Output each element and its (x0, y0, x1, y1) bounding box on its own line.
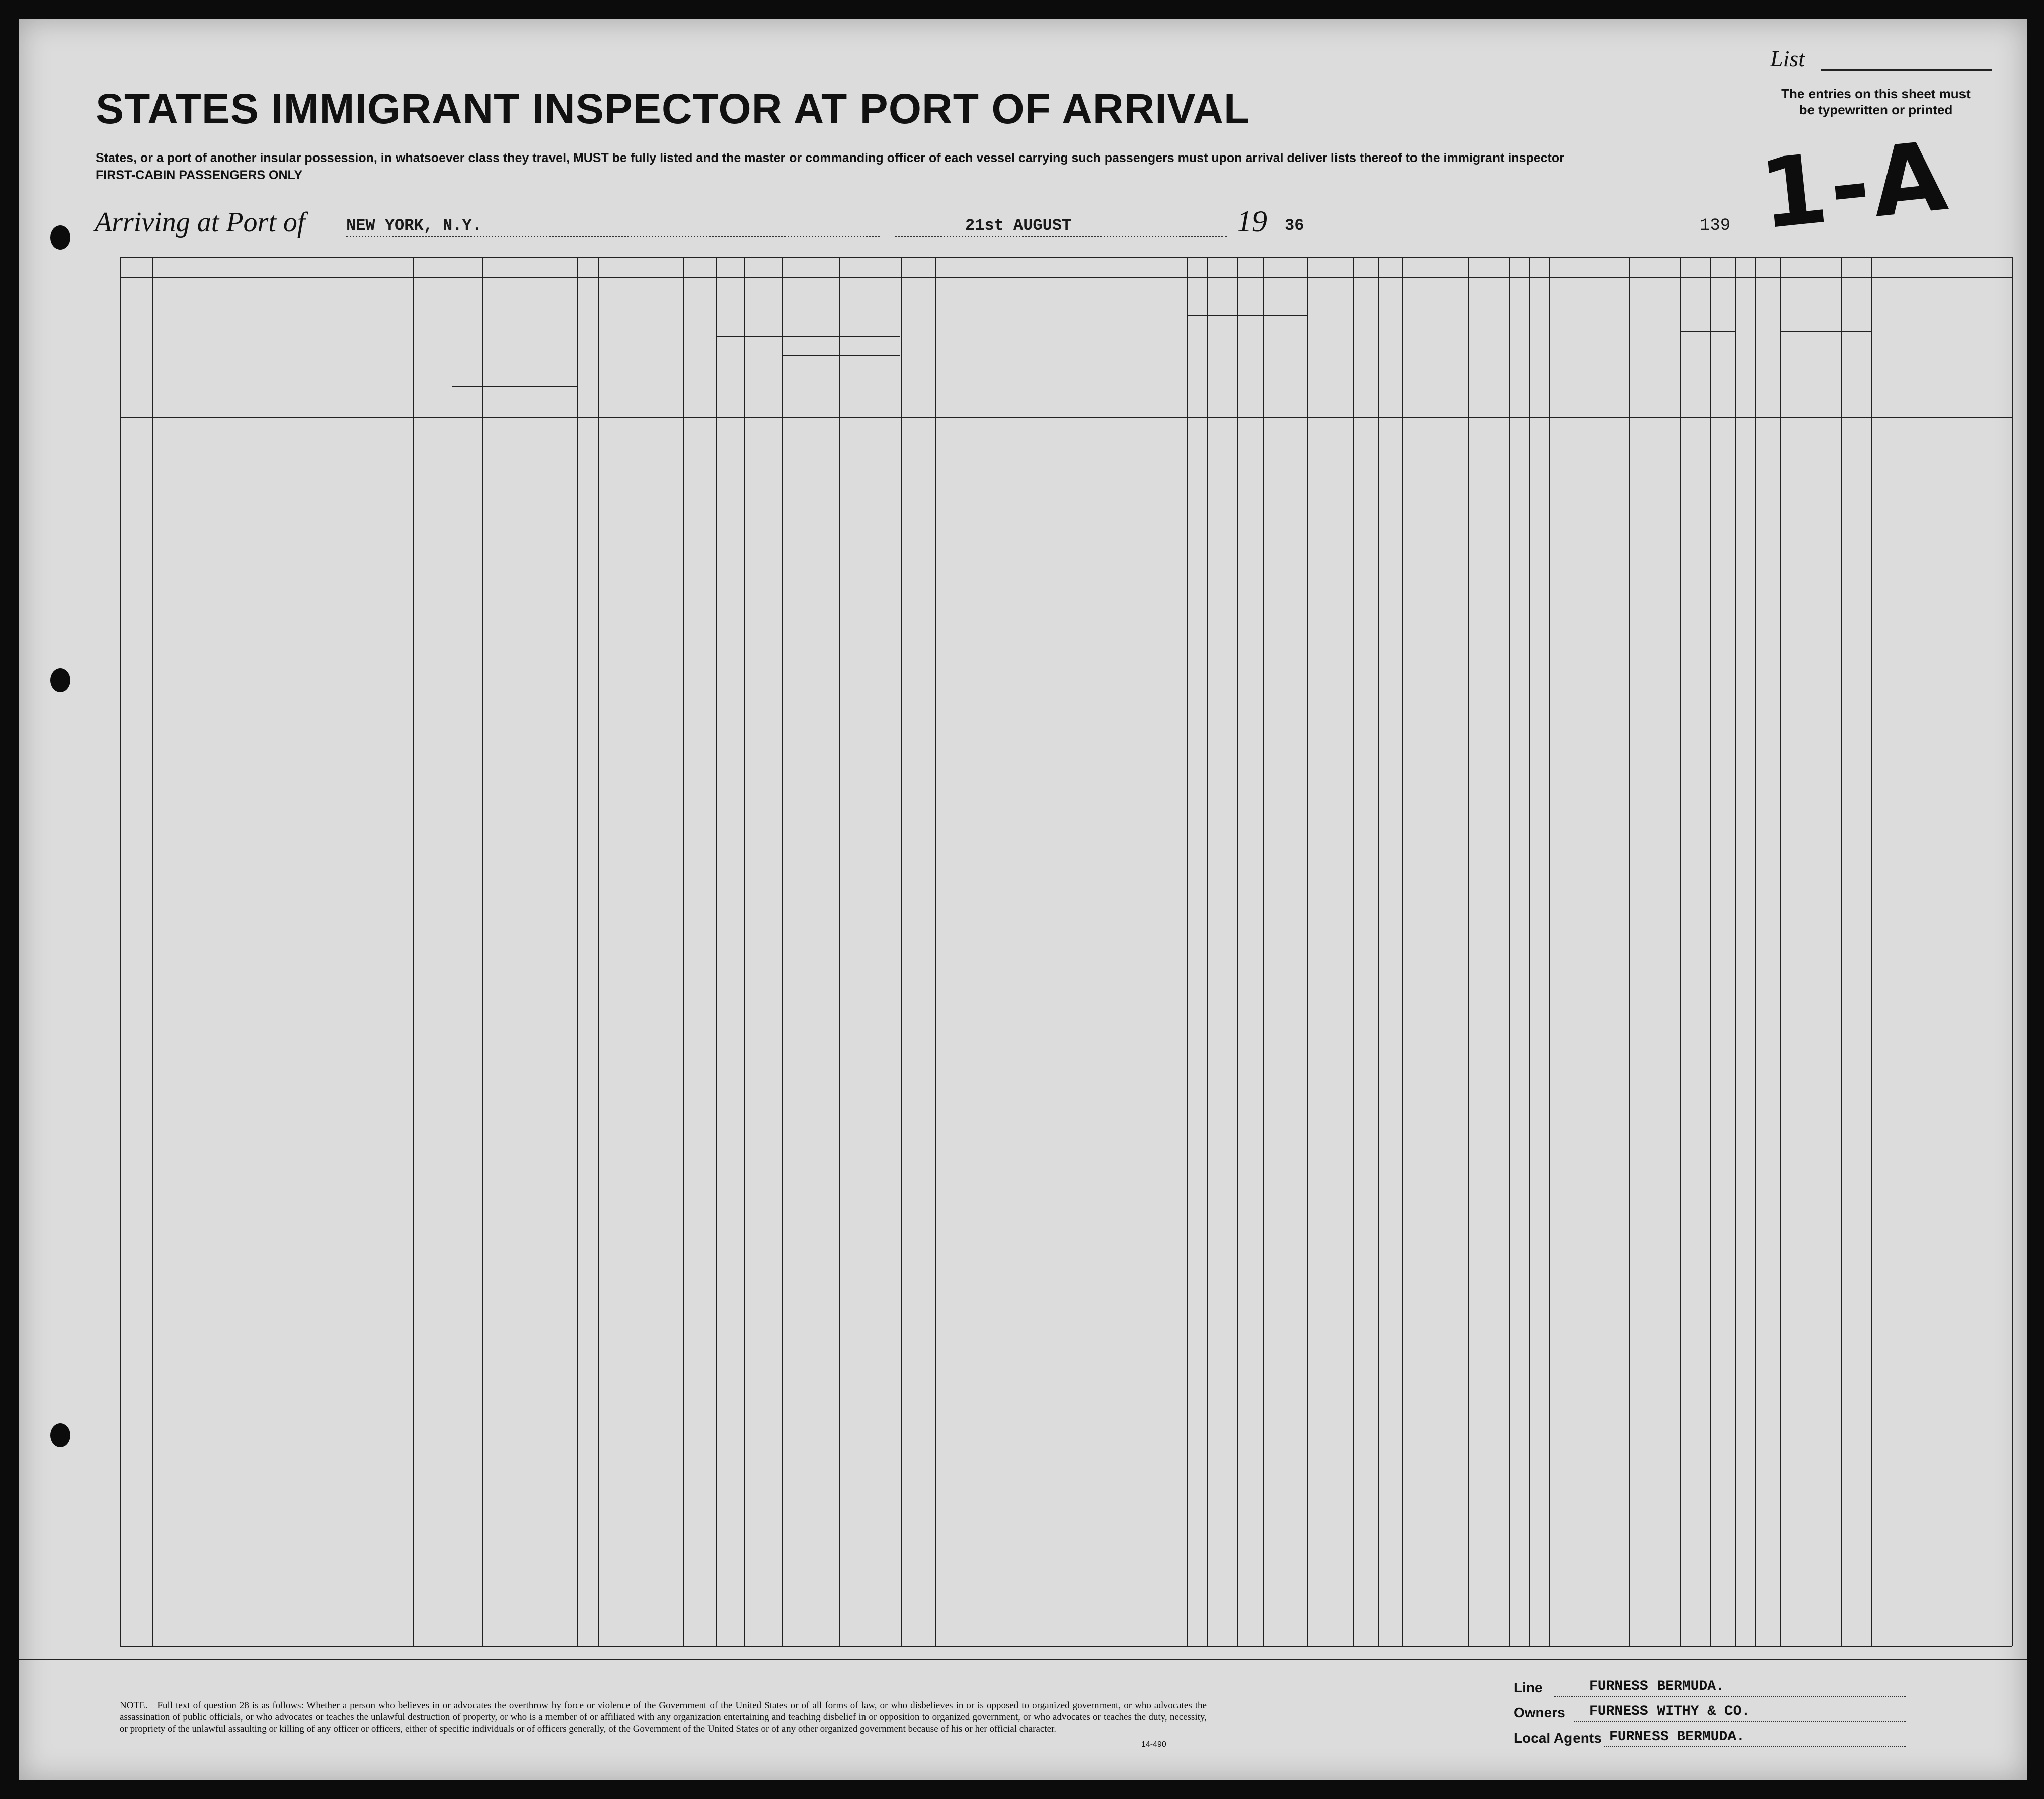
handwritten-sheet-mark: 1-A (1755, 120, 1955, 251)
year-suffix: 36 (1285, 216, 1304, 235)
subtitle-class: FIRST-CABIN PASSENGERS ONLY (96, 168, 303, 182)
line-value: FURNESS BERMUDA. (1589, 1679, 1724, 1694)
agents-value: FURNESS BERMUDA. (1609, 1729, 1745, 1745)
grid-vline (1735, 257, 1736, 1646)
header-inches (1712, 371, 1732, 412)
grid-vline (482, 257, 483, 1646)
grid-vline (2012, 257, 2013, 1646)
grid-vline (1509, 257, 1510, 1646)
grid-vline (1629, 257, 1630, 1646)
grid-hline (1187, 315, 1307, 316)
date-value: 21st AUGUST (965, 216, 1072, 235)
grid-hline (120, 257, 2012, 258)
owners-value: FURNESS WITHY & CO. (1589, 1704, 1750, 1719)
entries-note-line-2: be typewritten or printed (1799, 102, 1953, 117)
punch-hole (50, 225, 70, 250)
grid-vline (716, 257, 717, 1646)
grid-vline (1468, 257, 1469, 1646)
grid-vline (1871, 257, 1872, 1646)
grid-vline (901, 257, 902, 1646)
header-money (687, 291, 713, 412)
port-underline (346, 236, 880, 237)
list-label: List (1770, 46, 1805, 71)
header-purpose-length (1209, 316, 1234, 412)
grid-vline (152, 257, 153, 1646)
grid-vline (577, 257, 578, 1646)
header-purpose-citizen (1239, 316, 1261, 412)
grid-vline (1402, 257, 1403, 1646)
header-excluded (1510, 291, 1528, 412)
footer-note: NOTE.—Full text of question 28 is as follows: Whether a person who believes in or advocates the overthrow by force or violence of the Government of the United States or of all forms of law, or who disbelieves in or is opposed to organized government, or who advocates the assassination of public officials, or who advocates or teaches the unlawful destruction of property, or who is a member of or affiliated with any organization entertaining and teaching disbelief in or opposition to organized government, or who advocates or teaches the duty, necessity, or propriety of the unlawful assaulting or killing of any officer or officers, either of specific individuals or of officers generally, of the Government of the United States or of any other organized government because of his or her official character. (120, 1700, 1207, 1734)
grid-hline (120, 1646, 2012, 1647)
list-line (1821, 69, 1992, 71)
line-underline (1554, 1696, 1906, 1697)
header-ticket (579, 291, 596, 412)
grid-vline (1237, 257, 1238, 1646)
grid-vline (744, 257, 745, 1646)
grid-vline (1680, 257, 1681, 1646)
grid-vline (1529, 257, 1530, 1646)
punch-hole (50, 1423, 70, 1447)
grid-hline (120, 417, 2012, 418)
grid-hline (120, 277, 2012, 278)
header-purpose-return (1189, 316, 1206, 412)
owners-label: Owners (1514, 1705, 1565, 1720)
grid-vline (1187, 257, 1188, 1646)
grid-vline (1307, 257, 1308, 1646)
line-label: Line (1514, 1680, 1543, 1695)
port-value: NEW YORK, N.Y. (346, 216, 482, 235)
agents-label: Local Agents (1514, 1730, 1602, 1746)
grid-vline (1780, 257, 1781, 1646)
punch-hole (50, 668, 70, 692)
date-underline (895, 236, 1227, 237)
grid-vline (1263, 257, 1264, 1646)
entries-note-line-1: The entries on this sheet must (1781, 86, 1971, 101)
grid-vline (1549, 257, 1550, 1646)
header-feet (1686, 371, 1706, 412)
owners-underline (1574, 1721, 1906, 1722)
grid-vline (598, 257, 599, 1646)
header-overthrow (1404, 291, 1466, 412)
header-arrested (1530, 291, 1548, 412)
grid-vline (935, 257, 936, 1646)
page-number: 139 (1700, 216, 1731, 236)
grid-vline (782, 257, 783, 1646)
grid-hline (716, 336, 900, 337)
grid-hline (782, 355, 900, 356)
arriving-label: Arriving at Port of (95, 207, 305, 238)
grid-vline (413, 257, 414, 1646)
grid-hline (1780, 331, 1871, 332)
grid-vline (1710, 257, 1711, 1646)
grid-vline (1353, 257, 1354, 1646)
page-title: STATES IMMIGRANT INSPECTOR AT PORT OF ARRIVAL (96, 85, 1250, 132)
manifest-sheet (19, 19, 2027, 1780)
grid-vline (1841, 257, 1842, 1646)
manifest-table (19, 19, 2027, 1780)
header-anarchist (1355, 291, 1377, 412)
footer-form-code: 14-490 (1141, 1740, 1166, 1749)
entries-note (1730, 86, 2022, 118)
year-prefix: 19 (1237, 205, 1267, 238)
grid-vline (1755, 257, 1756, 1646)
header-prison (1265, 291, 1305, 412)
grid-vline (1207, 257, 1208, 1646)
grid-hline (452, 386, 577, 387)
header-labor-offer (1470, 291, 1507, 412)
grid-hline (1680, 331, 1735, 332)
header-polygamist (1310, 291, 1351, 412)
grid-vline (1378, 257, 1379, 1646)
grid-vline (120, 257, 121, 1646)
agents-underline (1604, 1746, 1906, 1747)
subtitle-instructions: States, or a port of another insular possession, in whatsoever class they travel, MUST be fully listed and the master or commanding officer of each vessel carrying such passengers must upon arrival deliver lists thereof to the immigrant inspector (96, 151, 1564, 165)
grid-vline (683, 257, 684, 1646)
grid-vline (839, 257, 840, 1646)
